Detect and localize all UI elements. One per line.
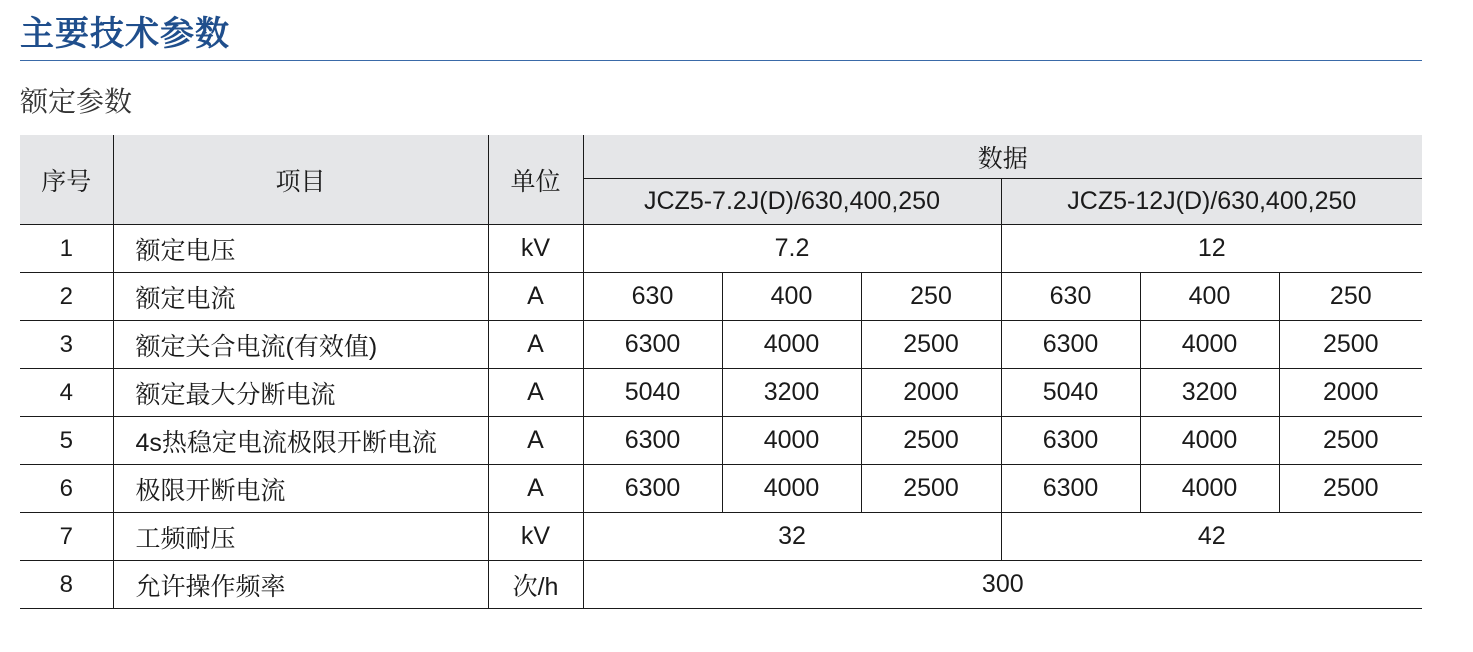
header-model-b: JCZ5-12J(D)/630,400,250 <box>1001 179 1422 225</box>
row-number: 3 <box>20 321 113 369</box>
table-row <box>20 321 1422 369</box>
value-cell: 630 <box>583 273 722 321</box>
row-unit: A <box>488 321 583 369</box>
value-cell: 5040 <box>583 369 722 417</box>
row-item: 额定最大分断电流 <box>113 369 488 417</box>
row-unit: A <box>488 465 583 513</box>
row-unit: kV <box>488 225 583 273</box>
header-model-a: JCZ5-7.2J(D)/630,400,250 <box>583 179 1001 225</box>
value-cell: 2000 <box>1279 369 1422 417</box>
table-row <box>20 561 1422 609</box>
table-row <box>20 513 1422 561</box>
table-row <box>20 225 1422 273</box>
row-unit: A <box>488 369 583 417</box>
value-cell: 2500 <box>1279 417 1422 465</box>
header-unit: 单位 <box>488 135 583 225</box>
value-cell: 4000 <box>722 321 861 369</box>
row-unit: kV <box>488 513 583 561</box>
row-unit: 次/h <box>488 561 583 609</box>
value-cell: 6300 <box>583 321 722 369</box>
value-cell: 400 <box>722 273 861 321</box>
value-cell: 4000 <box>1140 465 1279 513</box>
value-cell: 250 <box>861 273 1001 321</box>
value-cell: 6300 <box>1001 417 1140 465</box>
section-title: 额定参数 <box>20 85 133 118</box>
value-cell: 6300 <box>1001 465 1140 513</box>
value-cell: 4000 <box>722 417 861 465</box>
table-header <box>20 135 1422 225</box>
header-data: 数据 <box>583 135 1422 179</box>
row-unit: A <box>488 417 583 465</box>
row-number: 8 <box>20 561 113 609</box>
value-cell: 6300 <box>583 465 722 513</box>
row-number: 4 <box>20 369 113 417</box>
value-model-a: 32 <box>583 513 1001 561</box>
page-title: 主要技术参数 <box>20 14 230 54</box>
row-unit: A <box>488 273 583 321</box>
value-cell: 400 <box>1140 273 1279 321</box>
header-no: 序号 <box>20 135 113 225</box>
value-cell: 250 <box>1279 273 1422 321</box>
row-item: 极限开断电流 <box>113 465 488 513</box>
row-number: 1 <box>20 225 113 273</box>
row-number: 2 <box>20 273 113 321</box>
row-number: 5 <box>20 417 113 465</box>
value-cell: 6300 <box>583 417 722 465</box>
value-model-b: 12 <box>1001 225 1422 273</box>
row-number: 7 <box>20 513 113 561</box>
row-item: 额定电流 <box>113 273 488 321</box>
value-model-b: 42 <box>1001 513 1422 561</box>
table-row <box>20 273 1422 321</box>
value-cell: 2500 <box>861 465 1001 513</box>
header-item: 项目 <box>113 135 488 225</box>
value-all-models: 300 <box>583 561 1422 609</box>
value-cell: 2500 <box>861 417 1001 465</box>
table-row <box>20 465 1422 513</box>
value-cell: 4000 <box>1140 417 1279 465</box>
value-cell: 3200 <box>722 369 861 417</box>
value-cell: 4000 <box>722 465 861 513</box>
value-cell: 630 <box>1001 273 1140 321</box>
parameters-table <box>20 135 1422 609</box>
table-row <box>20 369 1422 417</box>
value-cell: 4000 <box>1140 321 1279 369</box>
value-cell: 3200 <box>1140 369 1279 417</box>
value-cell: 2500 <box>1279 465 1422 513</box>
row-item: 工频耐压 <box>113 513 488 561</box>
row-number: 6 <box>20 465 113 513</box>
row-item: 4s热稳定电流极限开断电流 <box>113 417 488 465</box>
row-item: 额定电压 <box>113 225 488 273</box>
value-cell: 5040 <box>1001 369 1140 417</box>
value-model-a: 7.2 <box>583 225 1001 273</box>
value-cell: 2500 <box>1279 321 1422 369</box>
value-cell: 6300 <box>1001 321 1140 369</box>
title-divider <box>20 60 1422 61</box>
row-item: 额定关合电流(有效值) <box>113 321 488 369</box>
value-cell: 2000 <box>861 369 1001 417</box>
row-item: 允许操作频率 <box>113 561 488 609</box>
value-cell: 2500 <box>861 321 1001 369</box>
table-row <box>20 417 1422 465</box>
